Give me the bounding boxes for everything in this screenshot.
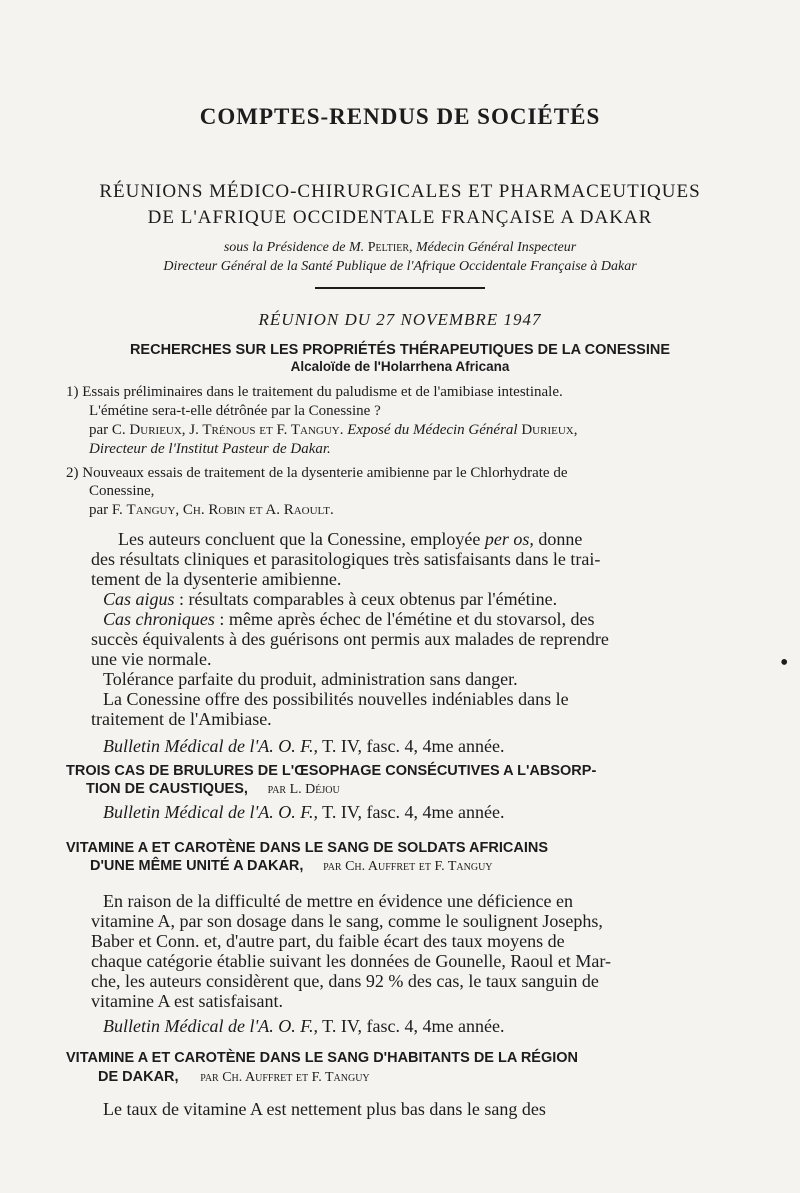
item-1-line-2: L'émétine sera-t-elle détrônée par la Conessine ?: [89, 403, 381, 419]
margin-mark: •: [780, 650, 789, 676]
section-1-title: RECHERCHES SUR LES PROPRIÉTÉS THÉRAPEUTIQUES DE LA CONESSINE: [129, 342, 671, 358]
para-6-line-3: Baber et Conn. et, d'autre part, du faible écart des taux moyens de: [91, 931, 565, 951]
item-2-line-1: 2) Nouveaux essais de traitement de la dysenterie amibienne par le Chlorhydrate de: [66, 465, 568, 481]
item-2-line-2: Conessine,: [89, 483, 155, 499]
meeting-date: RÉUNION DU 27 NOVEMBRE 1947: [258, 310, 542, 329]
section-1-subtitle: Alcaloïde de l'Holarrhena Africana: [290, 359, 510, 374]
para-4-line: Tolérance parfaite du produit, administration sans danger.: [103, 669, 518, 689]
para-3-line-2: succès équivalents à des guérisons ont permis aux malades de reprendre: [91, 629, 609, 649]
section-4-title-line-1: VITAMINE A ET CAROTÈNE DANS LE SANG D'HABITANTS DE LA RÉGION: [66, 1050, 579, 1066]
para-6-line-5: che, les auteurs considèrent que, dans 92 % des cas, le taux sanguin de: [91, 971, 599, 991]
para-6-line-4: chaque catégorie établie suivant les données de Gounelle, Raoul et Mar-: [91, 951, 611, 971]
para-6-line-6: vitamine A est satisfaisant.: [91, 991, 283, 1011]
para-1-line-1: Les auteurs concluent que la Conessine, employée per os, donne: [118, 529, 583, 549]
heading-line-1: RÉUNIONS MÉDICO-CHIRURGICALES ET PHARMACEUTIQUES: [99, 181, 701, 202]
para-7-line-1: Le taux de vitamine A est nettement plus bas dans le sang des: [103, 1099, 546, 1119]
section-3-title-line-1: VITAMINE A ET CAROTÈNE DANS LE SANG DE SOLDATS AFRICAINS: [66, 840, 549, 856]
para-3-line-3: une vie normale.: [91, 649, 212, 669]
section-1-citation: Bulletin Médical de l'A. O. F., T. IV, fasc. 4, 4me année.: [103, 736, 505, 756]
section-3-title-line-2: D'UNE MÊME UNITÉ A DAKAR, par Ch. Auffret et F. Tanguy: [90, 858, 493, 874]
para-5-line-1: La Conessine offre des possibilités nouvelles indéniables dans le: [103, 689, 569, 709]
heading-line-2: DE L'AFRIQUE OCCIDENTALE FRANÇAISE A DAKAR: [147, 207, 653, 228]
para-6-line-1: En raison de la difficulté de mettre en évidence une déficience en: [103, 891, 573, 911]
presidency-line-1: [0, 240, 800, 256]
para-1-line-2: des résultats cliniques et parasitologiques très satisfaisants dans le trai-: [91, 549, 601, 569]
section-3-citation: Bulletin Médical de l'A. O. F., T. IV, fasc. 4, 4me année.: [103, 1016, 505, 1036]
separator-rule: [315, 287, 485, 289]
page-title: COMPTES-RENDUS DE SOCIÉTÉS: [199, 104, 601, 129]
para-5-line-2: traitement de l'Amibiase.: [91, 709, 272, 729]
para-6-line-2: vitamine A, par son dosage dans le sang, comme le soulignent Josephs,: [91, 911, 603, 931]
item-1-line-3: [89, 422, 577, 439]
section-2-title-line-2: TION DE CAUSTIQUES, par L. Déjou: [86, 781, 340, 797]
section-2-title-line-1: TROIS CAS DE BRULURES DE L'ŒSOPHAGE CONSÉCUTIVES A L'ABSORP-: [66, 763, 597, 779]
item-1-authors: Durieux, J. Trénous et F. Tanguy.: [129, 422, 344, 438]
item-1-line-1: 1) Essais préliminaires dans le traitement du paludisme et de l'amibiase intestinale.: [66, 384, 563, 400]
item-1-line-4: Directeur de l'Institut Pasteur de Dakar.: [89, 441, 331, 457]
presidency-prefix: sous la Présidence de M.: [223, 240, 365, 255]
presidency-title: Médecin Général Inspecteur: [416, 240, 577, 255]
section-2-citation: Bulletin Médical de l'A. O. F., T. IV, fasc. 4, 4me année.: [103, 802, 505, 822]
section-4-title-line-2: DE DAKAR, par Ch. Auffret et F. Tanguy: [98, 1069, 370, 1085]
item-2-line-3: [89, 502, 334, 519]
item-2-author-prefix: par F.: [89, 502, 123, 518]
para-1-line-3: tement de la dysenterie amibienne.: [91, 569, 342, 589]
presidency-name: Peltier,: [367, 240, 413, 255]
para-3-line-1: Cas chroniques : même après échec de l'émétine et du stovarsol, des: [103, 609, 595, 629]
item-1-name: Durieux,: [521, 422, 578, 438]
item-1-author-prefix: par C.: [89, 422, 126, 438]
item-2-authors: Tanguy, Ch. Robin et A. Raoult.: [126, 502, 334, 518]
item-1-expose: Exposé du Médecin Général: [347, 422, 518, 438]
presidency-line-2: Directeur Général de la Santé Publique de l'Afrique Occidentale Française à Dakar: [163, 259, 637, 274]
para-2-line: Cas aigus : résultats comparables à ceux obtenus par l'émétine.: [103, 589, 558, 609]
